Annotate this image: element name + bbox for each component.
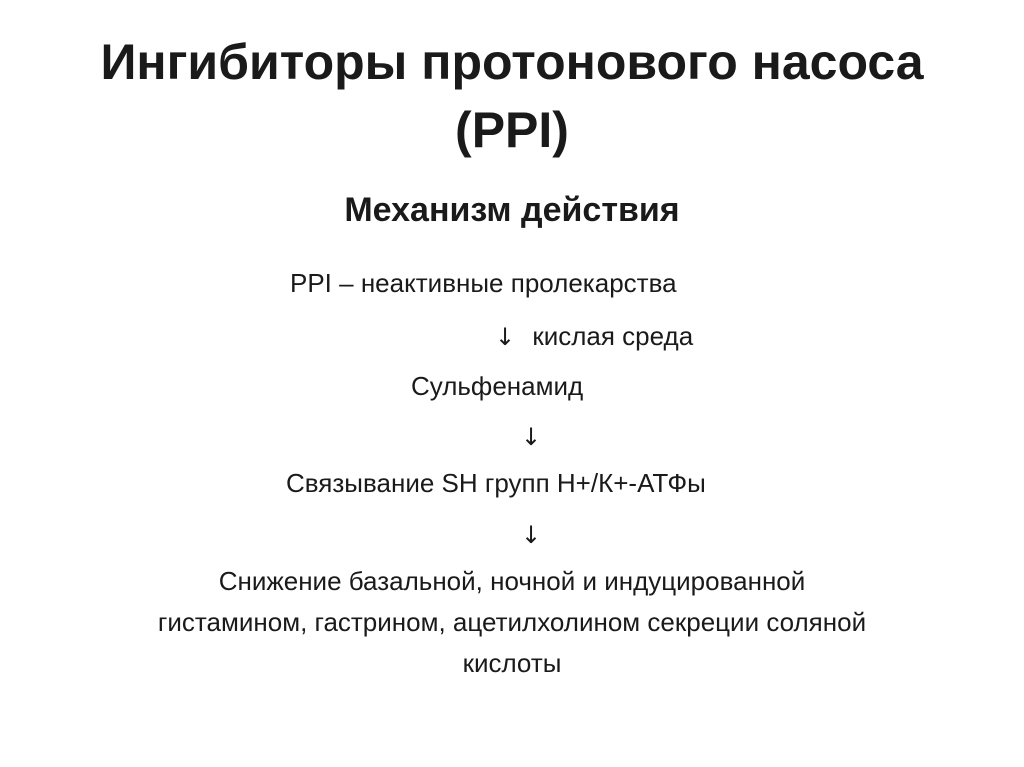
flow-result [60, 561, 964, 684]
flow-result-line-3: кислоты [462, 648, 562, 678]
flow-arrow-acidic [495, 319, 693, 354]
down-arrow-icon: ↓ [495, 323, 516, 351]
flow-result-line-2: гистамином, гастрином, ацетилхолином секреции соляной [157, 607, 867, 637]
flow-step-sulfenamide: Сульфенамид [411, 371, 584, 401]
flow-arrow-3 [521, 517, 541, 552]
flow-result-line-1: Снижение базальной, ночной и индуцированной [218, 566, 806, 596]
slide-subtitle: Механизм действия [344, 191, 680, 229]
flow-arrow-2 [521, 419, 541, 454]
slide-title-line-2: (PPI) [455, 102, 569, 158]
down-arrow-icon: ↓ [521, 423, 542, 451]
flow-step-prodrug: PPI – неактивные пролекарства [290, 268, 677, 298]
flow-step-binding: Связывание SH групп Н+/К+-АТФы [286, 468, 706, 498]
slide-title-line-1: Ингибиторы протонового насоса [100, 34, 924, 90]
flow-condition-label: кислая среда [532, 321, 694, 351]
slide-title [0, 28, 1024, 164]
down-arrow-icon: ↓ [521, 521, 542, 549]
